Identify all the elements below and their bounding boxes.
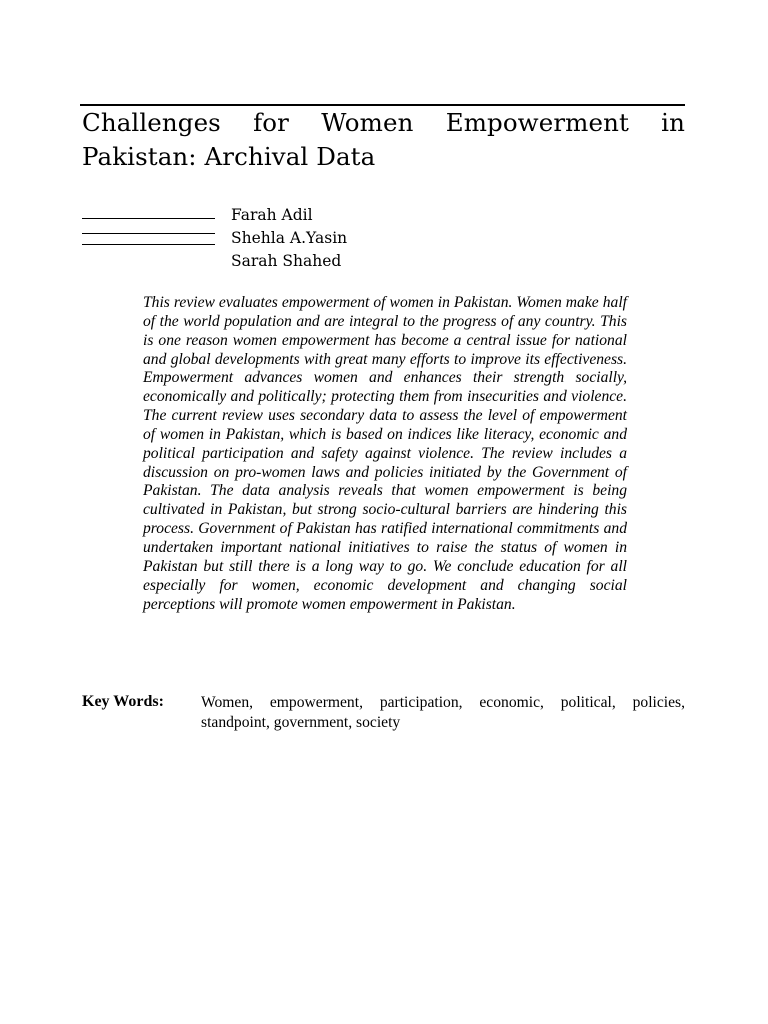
author-name: Shehla A.Yasin xyxy=(231,229,348,247)
keywords-text: Women, empowerment, participation, economic, political, policies, standpoint, government, society xyxy=(201,694,685,731)
abstract: This review evaluates empowerment of women in Pakistan. Women make half of the world population and are integral to the progress of any country. This is one reason women empowerment has become a central issue for national and global developments with great many efforts to improve its effectiveness. Empowerment advances women and enhances their strength socially, economically and politically; protecting them from insecurities and violence. The current review uses secondary data to assess the level of empowerment of women in Pakistan, which is based on indices like literacy, economic and political participation and safety against violence. The review includes a discussion on pro-women laws and policies initiated by the Government of Pakistan. The data analysis reveals that women empowerment is being cultivated in Pakistan, but strong socio-cultural barriers are hindering this process. Government of Pakistan has ratified international commitments and undertaken important national initiatives to raise the status of women in Pakistan but still there is a long way to go. We conclude education for all especially for women, economic development and changing social perceptions will promote women empowerment in Pakistan. xyxy=(143,294,627,613)
author-list xyxy=(82,204,482,273)
author-row xyxy=(82,250,482,273)
paper-title: Challenges for Women Empowerment in Pakistan: Archival Data xyxy=(82,108,685,171)
keywords-label: Key Words: xyxy=(82,693,164,710)
author-name: Farah Adil xyxy=(231,206,313,224)
author-footnote-line xyxy=(82,244,215,245)
author-name: Sarah Shahed xyxy=(231,252,342,270)
author-row xyxy=(82,227,482,250)
author-row xyxy=(82,204,482,227)
author-footnote-line xyxy=(82,233,215,234)
author-footnote-line xyxy=(82,218,215,219)
